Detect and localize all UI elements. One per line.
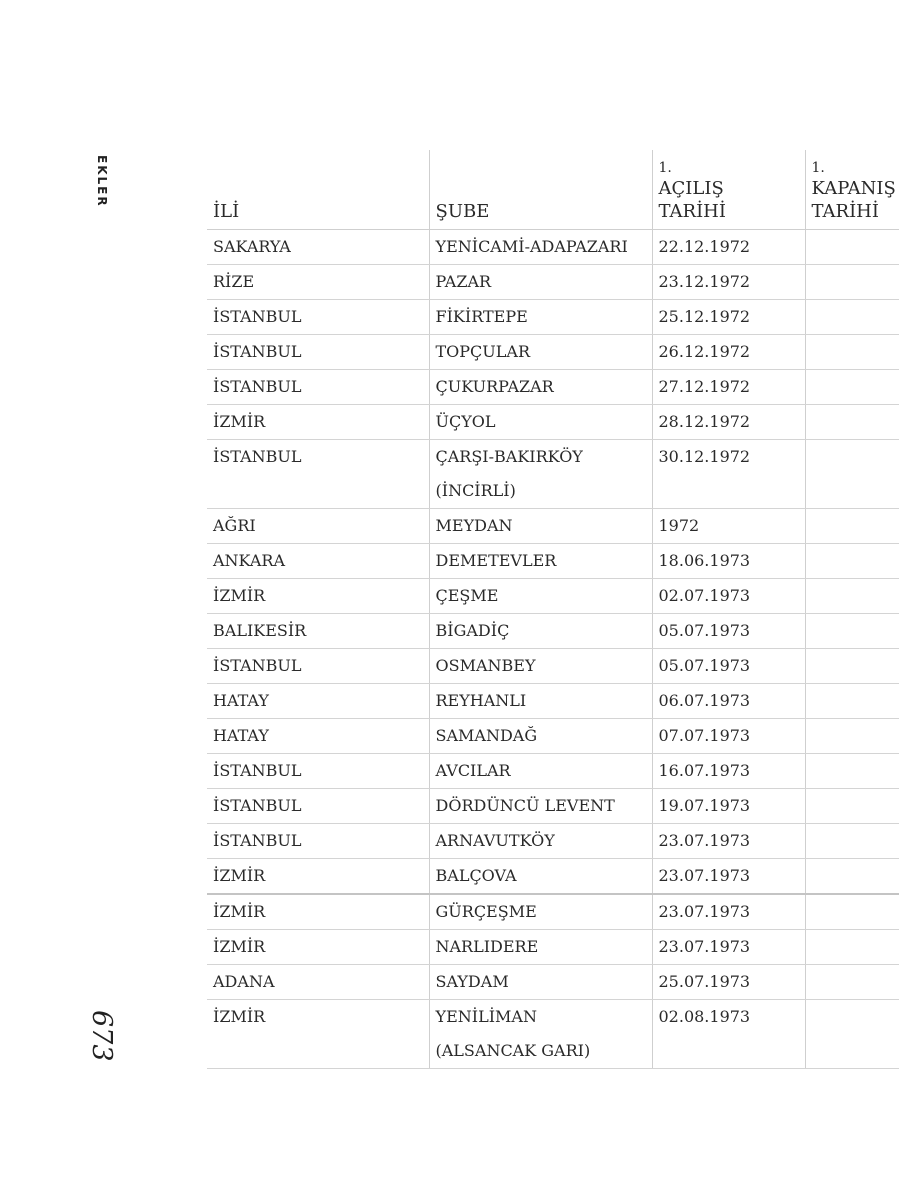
cell-acilis-tarihi: 23.07.1973 bbox=[652, 930, 805, 965]
cell-kapanis-tarihi bbox=[805, 930, 899, 965]
table-row bbox=[207, 719, 899, 754]
cell-kapanis-tarihi bbox=[805, 614, 899, 649]
cell-sube-line1: OSMANBEY bbox=[435, 656, 536, 675]
cell-sube-line1: NARLIDERE bbox=[435, 937, 539, 956]
cell-kapanis-tarihi bbox=[805, 719, 899, 754]
cell-acilis-tarihi: 23.07.1973 bbox=[652, 859, 805, 895]
cell-kapanis-tarihi bbox=[805, 300, 899, 335]
cell-kapanis-tarihi bbox=[805, 859, 899, 895]
cell-il: İSTANBUL bbox=[207, 440, 429, 509]
cell-sube-line1: FİKİRTEPE bbox=[435, 307, 528, 326]
cell-kapanis-tarihi bbox=[805, 544, 899, 579]
cell-acilis-tarihi: 07.07.1973 bbox=[652, 719, 805, 754]
header-acilis-number: 1. bbox=[658, 160, 672, 176]
cell-kapanis-tarihi bbox=[805, 684, 899, 719]
cell-sube bbox=[429, 544, 652, 579]
cell-sube-line2: (ALSANCAK GARI) bbox=[435, 1041, 591, 1060]
cell-acilis-tarihi: 26.12.1972 bbox=[652, 335, 805, 370]
cell-sube bbox=[429, 265, 652, 300]
cell-il: İSTANBUL bbox=[207, 335, 429, 370]
cell-kapanis-tarihi bbox=[805, 965, 899, 1000]
cell-sube bbox=[429, 859, 652, 895]
cell-sube bbox=[429, 300, 652, 335]
cell-acilis-tarihi: 18.06.1973 bbox=[652, 544, 805, 579]
header-kapanis-line2: TARİHİ bbox=[811, 201, 879, 222]
cell-sube-line1: ÜÇYOL bbox=[435, 412, 496, 431]
table-row bbox=[207, 789, 899, 824]
table-row bbox=[207, 1000, 899, 1069]
header-acilis-line1: AÇILIŞ bbox=[658, 178, 724, 199]
cell-il: İSTANBUL bbox=[207, 824, 429, 859]
cell-il: İZMİR bbox=[207, 894, 429, 930]
cell-kapanis-tarihi bbox=[805, 789, 899, 824]
cell-il: İSTANBUL bbox=[207, 754, 429, 789]
table-row bbox=[207, 894, 899, 930]
cell-sube bbox=[429, 230, 652, 265]
cell-acilis-tarihi: 02.07.1973 bbox=[652, 579, 805, 614]
cell-acilis-tarihi: 16.07.1973 bbox=[652, 754, 805, 789]
cell-sube bbox=[429, 789, 652, 824]
table-row bbox=[207, 230, 899, 265]
cell-sube-line1: ÇEŞME bbox=[435, 586, 499, 605]
cell-sube bbox=[429, 824, 652, 859]
cell-sube bbox=[429, 440, 652, 509]
cell-sube bbox=[429, 579, 652, 614]
table-row bbox=[207, 579, 899, 614]
branch-table-container bbox=[207, 150, 899, 1069]
cell-acilis-tarihi: 05.07.1973 bbox=[652, 614, 805, 649]
cell-il: İZMİR bbox=[207, 579, 429, 614]
cell-sube bbox=[429, 1000, 652, 1069]
table-row bbox=[207, 684, 899, 719]
cell-il: İSTANBUL bbox=[207, 649, 429, 684]
cell-acilis-tarihi: 30.12.1972 bbox=[652, 440, 805, 509]
table-row bbox=[207, 509, 899, 544]
cell-sube-line1: BİGADİÇ bbox=[435, 621, 510, 640]
table-row bbox=[207, 544, 899, 579]
cell-sube-line1: TOPÇULAR bbox=[435, 342, 531, 361]
branch-table bbox=[207, 150, 899, 1069]
table-body bbox=[207, 230, 899, 1069]
cell-sube-line2: (İNCİRLİ) bbox=[435, 481, 516, 500]
header-il-label: İLİ bbox=[213, 201, 240, 222]
cell-il: İSTANBUL bbox=[207, 789, 429, 824]
cell-acilis-tarihi: 27.12.1972 bbox=[652, 370, 805, 405]
cell-sube bbox=[429, 370, 652, 405]
cell-il: İSTANBUL bbox=[207, 300, 429, 335]
cell-kapanis-tarihi bbox=[805, 405, 899, 440]
cell-sube-line1: DÖRDÜNCÜ LEVENT bbox=[435, 796, 615, 815]
cell-il: İZMİR bbox=[207, 1000, 429, 1069]
cell-sube-line1: MEYDAN bbox=[435, 516, 513, 535]
cell-il: İSTANBUL bbox=[207, 370, 429, 405]
cell-sube bbox=[429, 614, 652, 649]
table-row bbox=[207, 440, 899, 509]
header-kapanis-number: 1. bbox=[811, 160, 825, 176]
cell-sube-line1: REYHANLI bbox=[435, 691, 527, 710]
cell-acilis-tarihi: 05.07.1973 bbox=[652, 649, 805, 684]
table-header-row bbox=[207, 150, 899, 230]
cell-sube bbox=[429, 754, 652, 789]
cell-acilis-tarihi: 23.07.1973 bbox=[652, 894, 805, 930]
header-sube-label: ŞUBE bbox=[435, 201, 490, 222]
table-row bbox=[207, 859, 899, 895]
section-label: EKLER bbox=[95, 155, 109, 208]
cell-il: ADANA bbox=[207, 965, 429, 1000]
header-kapanis-line1: KAPANIŞ bbox=[811, 178, 896, 199]
table-row bbox=[207, 649, 899, 684]
table-row bbox=[207, 930, 899, 965]
cell-sube bbox=[429, 894, 652, 930]
cell-il: ANKARA bbox=[207, 544, 429, 579]
cell-kapanis-tarihi bbox=[805, 230, 899, 265]
header-acilis-tarihi bbox=[652, 150, 805, 230]
cell-acilis-tarihi: 02.08.1973 bbox=[652, 1000, 805, 1069]
cell-sube-line1: PAZAR bbox=[435, 272, 492, 291]
cell-sube-line1: ÇUKURPAZAR bbox=[435, 377, 554, 396]
cell-acilis-tarihi: 23.12.1972 bbox=[652, 265, 805, 300]
cell-kapanis-tarihi bbox=[805, 649, 899, 684]
cell-sube-line1: DEMETEVLER bbox=[435, 551, 557, 570]
cell-sube bbox=[429, 719, 652, 754]
table-row bbox=[207, 300, 899, 335]
header-sube bbox=[429, 150, 652, 230]
cell-il: BALIKESİR bbox=[207, 614, 429, 649]
table-row bbox=[207, 370, 899, 405]
cell-kapanis-tarihi bbox=[805, 754, 899, 789]
cell-kapanis-tarihi bbox=[805, 824, 899, 859]
table-row bbox=[207, 335, 899, 370]
table-row bbox=[207, 754, 899, 789]
cell-kapanis-tarihi bbox=[805, 335, 899, 370]
cell-acilis-tarihi: 22.12.1972 bbox=[652, 230, 805, 265]
header-acilis-line2: TARİHİ bbox=[658, 201, 726, 222]
cell-acilis-tarihi: 23.07.1973 bbox=[652, 824, 805, 859]
cell-acilis-tarihi: 1972 bbox=[652, 509, 805, 544]
cell-acilis-tarihi: 06.07.1973 bbox=[652, 684, 805, 719]
cell-il: İZMİR bbox=[207, 859, 429, 895]
table-row bbox=[207, 965, 899, 1000]
cell-sube-line1: GÜRÇEŞME bbox=[435, 902, 537, 921]
cell-sube-line1: BALÇOVA bbox=[435, 866, 517, 885]
header-kapanis-tarihi bbox=[805, 150, 899, 230]
cell-sube-line1: ÇARŞI-BAKIRKÖY bbox=[435, 447, 583, 466]
table-row bbox=[207, 265, 899, 300]
cell-sube bbox=[429, 335, 652, 370]
cell-sube-line1: YENİLİMAN bbox=[435, 1007, 537, 1026]
cell-acilis-tarihi: 25.12.1972 bbox=[652, 300, 805, 335]
cell-il: İZMİR bbox=[207, 930, 429, 965]
cell-kapanis-tarihi bbox=[805, 509, 899, 544]
cell-sube bbox=[429, 965, 652, 1000]
cell-sube-line1: YENİCAMİ-ADAPAZARI bbox=[435, 237, 628, 256]
cell-kapanis-tarihi bbox=[805, 265, 899, 300]
cell-sube bbox=[429, 684, 652, 719]
table-row bbox=[207, 405, 899, 440]
cell-il: HATAY bbox=[207, 684, 429, 719]
cell-sube-line1: AVCILAR bbox=[435, 761, 511, 780]
cell-sube-line1: ARNAVUTKÖY bbox=[435, 831, 555, 850]
cell-il: RİZE bbox=[207, 265, 429, 300]
cell-kapanis-tarihi bbox=[805, 579, 899, 614]
header-il bbox=[207, 150, 429, 230]
cell-acilis-tarihi: 25.07.1973 bbox=[652, 965, 805, 1000]
cell-acilis-tarihi: 28.12.1972 bbox=[652, 405, 805, 440]
cell-sube bbox=[429, 405, 652, 440]
cell-il: HATAY bbox=[207, 719, 429, 754]
cell-kapanis-tarihi bbox=[805, 370, 899, 405]
cell-il: İZMİR bbox=[207, 405, 429, 440]
cell-kapanis-tarihi bbox=[805, 1000, 899, 1069]
cell-il: AĞRI bbox=[207, 509, 429, 544]
cell-sube bbox=[429, 930, 652, 965]
table-row bbox=[207, 614, 899, 649]
page-number: 673 bbox=[86, 1010, 117, 1062]
cell-acilis-tarihi: 19.07.1973 bbox=[652, 789, 805, 824]
cell-il: SAKARYA bbox=[207, 230, 429, 265]
cell-kapanis-tarihi bbox=[805, 440, 899, 509]
cell-sube-line1: SAYDAM bbox=[435, 972, 509, 991]
table-row bbox=[207, 824, 899, 859]
cell-sube bbox=[429, 509, 652, 544]
cell-sube-line1: SAMANDAĞ bbox=[435, 726, 538, 745]
cell-kapanis-tarihi bbox=[805, 894, 899, 930]
cell-sube bbox=[429, 649, 652, 684]
